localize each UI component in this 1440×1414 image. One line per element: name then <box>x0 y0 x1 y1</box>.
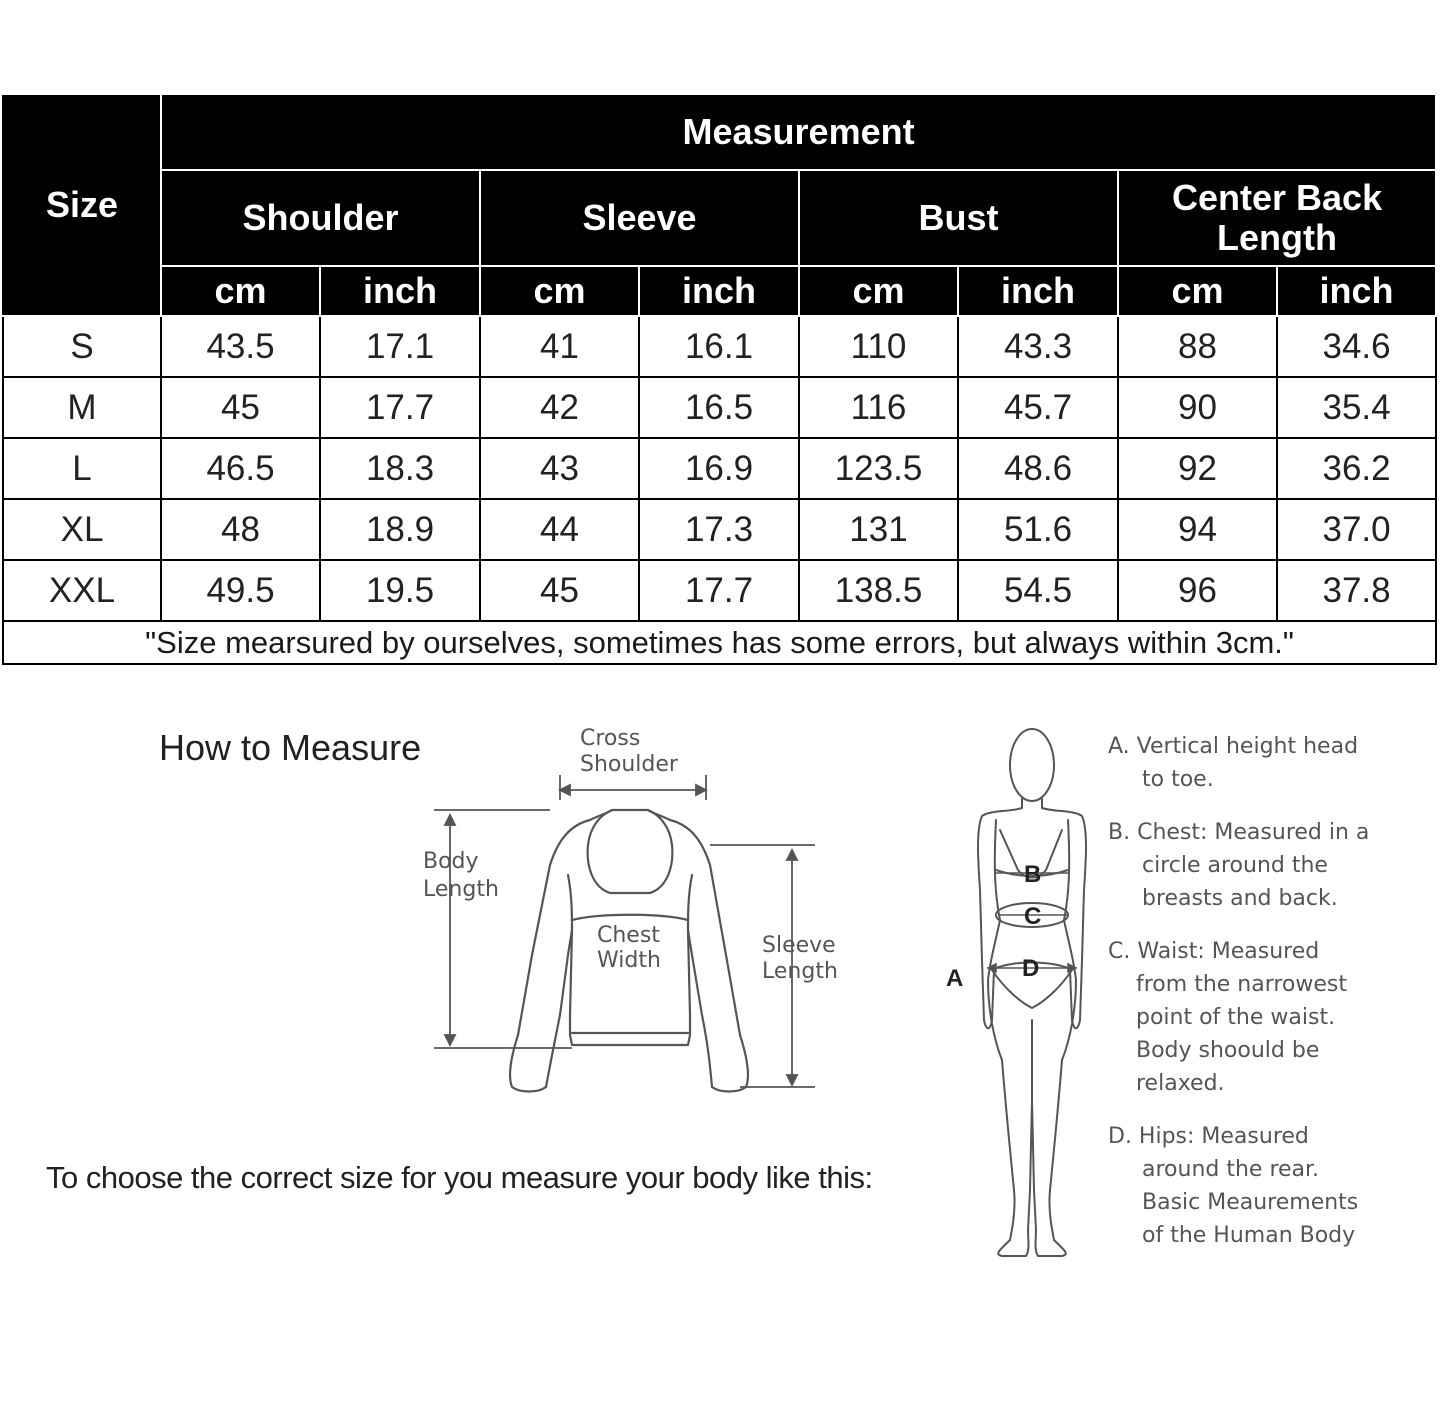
size-chart-table <box>2 93 1437 665</box>
cross-shoulder-label: Shoulder <box>580 752 678 777</box>
size-cell: S <box>3 316 161 377</box>
table-cell: 43 <box>480 438 639 499</box>
chest-width-label: Chest <box>597 923 660 948</box>
note-waist <box>1108 935 1428 1100</box>
figure-letter-a: A <box>946 965 964 992</box>
size-cell: XL <box>3 499 161 560</box>
note-line: circle around the <box>1142 853 1328 878</box>
table-cell: 43.3 <box>958 316 1118 377</box>
unit-header: inch <box>639 266 799 316</box>
table-cell: 17.1 <box>320 316 480 377</box>
body-measurement-notes <box>1108 730 1428 1272</box>
size-header: Size <box>3 94 161 316</box>
table-cell: 88 <box>1118 316 1277 377</box>
table-cell: 94 <box>1118 499 1277 560</box>
sleeve-length-label: Length <box>762 959 838 984</box>
table-row <box>3 499 1436 560</box>
table-row <box>3 560 1436 621</box>
note-line: point of the waist. <box>1136 1005 1336 1030</box>
neckline-outline <box>588 810 673 893</box>
unit-header: cm <box>161 266 320 316</box>
body-length-label: Body <box>423 849 479 874</box>
table-cell: 48.6 <box>958 438 1118 499</box>
center-back-length-header: Center Back Length <box>1118 170 1436 266</box>
note-line: of the Human Body <box>1142 1223 1356 1248</box>
note-line: B. Chest: Measured in a <box>1108 820 1370 845</box>
table-cell: 96 <box>1118 560 1277 621</box>
how-to-measure-title: How to Measure <box>159 727 422 768</box>
table-cell: 37.0 <box>1277 499 1436 560</box>
unit-header: cm <box>799 266 958 316</box>
table-cell: 49.5 <box>161 560 320 621</box>
table-cell: 44 <box>480 499 639 560</box>
body-length-label: Length <box>423 877 499 902</box>
table-cell: 34.6 <box>1277 316 1436 377</box>
table-row <box>3 377 1436 438</box>
note-line: A. Vertical height head <box>1108 734 1359 759</box>
table-cell: 16.5 <box>639 377 799 438</box>
measurement-header: Measurement <box>161 94 1436 170</box>
unit-header: inch <box>958 266 1118 316</box>
table-cell: 54.5 <box>958 560 1118 621</box>
table-cell: 18.9 <box>320 499 480 560</box>
unit-header: inch <box>1277 266 1436 316</box>
note-chest <box>1108 816 1428 915</box>
note-line: Basic Meaurements <box>1142 1190 1359 1215</box>
unit-header: cm <box>1118 266 1277 316</box>
table-cell: 46.5 <box>161 438 320 499</box>
note-line: Body shoould be <box>1136 1038 1320 1063</box>
table-cell: 37.8 <box>1277 560 1436 621</box>
measure-instruction: To choose the correct size for you measure your body like this: <box>46 1160 873 1195</box>
shoulder-header: Shoulder <box>161 170 480 266</box>
table-cell: 35.4 <box>1277 377 1436 438</box>
table-cell: 48 <box>161 499 320 560</box>
note-line: breasts and back. <box>1142 886 1338 911</box>
note-line: to toe. <box>1142 767 1214 792</box>
sleeve-length-label: Sleeve <box>762 933 836 958</box>
note-hips <box>1108 1120 1428 1252</box>
note-line: relaxed. <box>1136 1071 1225 1096</box>
note-line: from the narrowest <box>1136 972 1348 997</box>
figure-letter-b: B <box>1024 861 1042 888</box>
table-cell: 41 <box>480 316 639 377</box>
cross-shoulder-label: Cross <box>580 726 641 751</box>
table-cell: 18.3 <box>320 438 480 499</box>
table-row <box>3 316 1436 377</box>
note-line: D. Hips: Measured <box>1108 1124 1309 1149</box>
unit-header: inch <box>320 266 480 316</box>
sweater-measurement-diagram <box>420 715 860 1105</box>
body-measurement-figure <box>940 720 1110 1270</box>
table-row <box>3 438 1436 499</box>
table-cell: 17.7 <box>320 377 480 438</box>
table-cell: 42 <box>480 377 639 438</box>
table-cell: 92 <box>1118 438 1277 499</box>
table-cell: 138.5 <box>799 560 958 621</box>
table-cell: 116 <box>799 377 958 438</box>
table-cell: 16.1 <box>639 316 799 377</box>
table-cell: 17.3 <box>639 499 799 560</box>
table-cell: 110 <box>799 316 958 377</box>
sleeve-header: Sleeve <box>480 170 799 266</box>
size-cell: XXL <box>3 560 161 621</box>
chest-curve <box>572 915 688 920</box>
table-cell: 19.5 <box>320 560 480 621</box>
table-cell: 16.9 <box>639 438 799 499</box>
unit-header: cm <box>480 266 639 316</box>
figure-letter-c: C <box>1024 903 1042 930</box>
table-cell: 43.5 <box>161 316 320 377</box>
size-note: "Size mearsured by ourselves, sometimes has some errors, but always within 3cm." <box>3 621 1436 664</box>
size-cell: M <box>3 377 161 438</box>
note-line: C. Waist: Measured <box>1108 939 1320 964</box>
bust-header: Bust <box>799 170 1118 266</box>
chest-width-label: Width <box>597 948 661 973</box>
note-line: around the rear. <box>1142 1157 1320 1182</box>
table-cell: 123.5 <box>799 438 958 499</box>
table-cell: 45 <box>480 560 639 621</box>
size-cell: L <box>3 438 161 499</box>
head-outline <box>1010 729 1054 801</box>
table-cell: 51.6 <box>958 499 1118 560</box>
table-cell: 45.7 <box>958 377 1118 438</box>
figure-letter-d: D <box>1022 955 1040 982</box>
table-cell: 90 <box>1118 377 1277 438</box>
table-cell: 45 <box>161 377 320 438</box>
table-cell: 36.2 <box>1277 438 1436 499</box>
table-cell: 17.7 <box>639 560 799 621</box>
table-cell: 131 <box>799 499 958 560</box>
note-row <box>3 621 1436 664</box>
note-vertical-height <box>1108 730 1428 796</box>
